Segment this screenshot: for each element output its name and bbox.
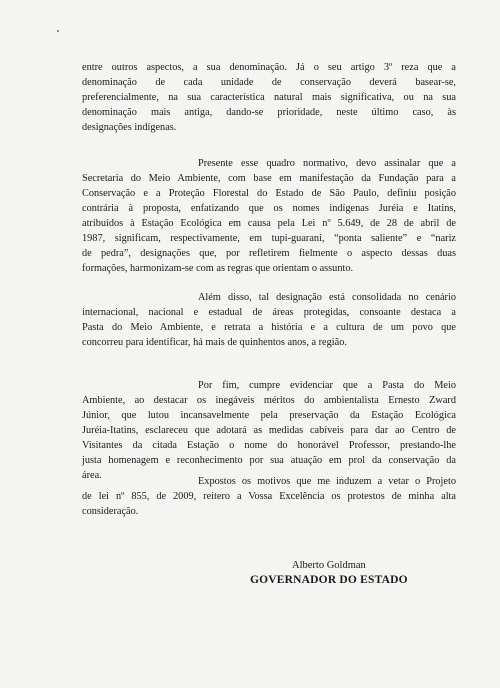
text-line: Júnior, que lutou incansavelmente pela preservação da Estação Ecológica [82,410,456,421]
text-line: designações indígenas. [82,122,177,133]
text-line: Além disso, tal designação está consolidada no cenário [198,292,456,303]
text-line: Ambiente, ao destacar os inegáveis méritos do ambientalista Ernesto Zward [82,395,456,406]
text-line: atribuídos à Estação Ecológica em causa pela Lei nº 5.649, de 28 de abril de [82,218,456,229]
text-line: consideração. [82,506,139,517]
text-line: Visitantes da citada Estação o nome do honorável Professor, prestando-lhe [82,440,456,451]
paragraph-2 [82,156,456,276]
text-line: Por fim, cumpre evidenciar que a Pasta do Meio [198,380,456,391]
text-line: denominação de cada unidade de conservação deverá basear-se, [82,77,456,88]
text-line: de pedra”, designações que, por refletirem fielmente o aspecto dessas duas [82,248,456,259]
text-line: área. [82,470,102,481]
text-line: Expostos os motivos que me induzem a vetar o Projeto [198,476,456,487]
text-line: internacional, nacional e estadual de áreas protegidas, consoante destaca a [82,307,456,318]
text-line: denominação mais antiga, dando-se prioridade, neste último caso, às [82,107,456,118]
signatory-title: GOVERNADOR DO ESTADO [250,574,408,586]
text-line: Presente esse quadro normativo, devo assinalar que a [198,158,456,169]
text-line: contrária à proposta, enfatizando que os nomes indígenas Juréia e Itatins, [82,203,456,214]
text-line: 1987, significam, respectivamente, em tupi-guarani, “ponta saliente” e “nariz [82,233,456,244]
text-line: de lei nº 855, de 2009, reitero a Vossa Excelência os protestos de minha alta [82,491,456,502]
paragraph-5 [82,474,456,519]
text-line: justa homenagem e reconhecimento por sua atuação em prol da conservação da [82,455,456,466]
scan-speck [57,30,59,32]
text-line: Conservação e a Proteção Florestal do Estado de São Paulo, definiu posição [82,188,456,199]
text-line: entre outros aspectos, a sua denominação. Já o seu artigo 3º reza que a [82,62,456,73]
paragraph-4 [82,378,456,483]
signature-block [250,558,408,588]
text-line: Secretaria do Meio Ambiente, com base em manifestação da Fundação para a [82,173,456,184]
text-line: formações, harmonizam-se com as regras que orientam o assunto. [82,263,354,274]
text-line: Juréia-Itatins, esclareceu que adotará as medidas cabíveis para dar ao Centro de [82,425,456,436]
text-line: Pasta do Meio Ambiente, e retrata a história e a cultura de um povo que [82,322,456,333]
text-line: concorreu para identificar, há mais de quinhentos anos, a região. [82,337,347,348]
signatory-name: Alberto Goldman [292,560,366,571]
text-line: preferencialmente, na sua característica natural mais significativa, ou na sua [82,92,456,103]
paragraph-3 [82,290,456,350]
paragraph-1 [82,60,456,135]
